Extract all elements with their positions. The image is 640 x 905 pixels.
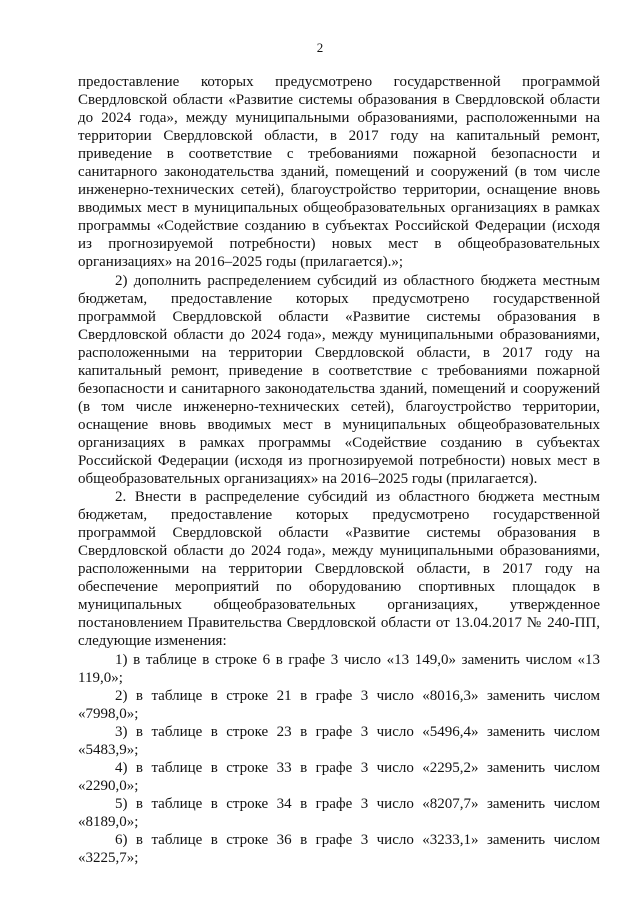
amendment-item-1: 1) в таблице в строке 6 в графе 3 число «13 149,0» заменить числом «13 119,0»; bbox=[78, 651, 600, 686]
amendment-item-3: 3) в таблице в строке 23 в графе 3 число «5496,4» заменить числом «5483,9»; bbox=[78, 723, 600, 758]
paragraph-item-2: 2) дополнить распределением субсидий из областного бюджета местным бюджетам, предоставление которых предусмотрено государственной программой Свердловской области «Развитие системы образования в Свердловской области до 2024 года», между муниципальными образованиями, расположенными на территории Свердловской области, в 2017 году на капитальный ремонт, приведение в соответствие с требованиями пожарной безопасности и санитарного законодательства зданий, помещений и сооружений (в том числе инженерно-технических сетей), благоустройство территории, оснащение вновь вводимых мест в муниципальных общеобразовательных организациях в рамках программы «Содействие созданию в субъектах Российской Федерации (исходя из прогнозируемой потребности) новых мест в общеобразовательных организациях» на 2016–2025 годы (прилагается). bbox=[78, 272, 600, 488]
amendment-item-2: 2) в таблице в строке 21 в графе 3 число «8016,3» заменить числом «7998,0»; bbox=[78, 687, 600, 722]
paragraph-continuation: предоставление которых предусмотрено государственной программой Свердловской области «Развитие системы образования в Свердловской области до 2024 года», между муниципальными образованиями, расположенными на территории Свердловской области, в 2017 году на капитальный ремонт, приведение в соответствие с требованиями пожарной безопасности и санитарного законодательства зданий, помещений и сооружений (в том числе инженерно-технических сетей), благоустройство территории, оснащение вновь вводимых мест в муниципальных общеобразовательных организациях в рамках программы «Содействие созданию в субъектах Российской Федерации (исходя из прогнозируемой потребности) новых мест в общеобразовательных организациях» на 2016–2025 годы (прилагается).»; bbox=[78, 74, 600, 271]
document-body bbox=[78, 73, 600, 867]
amendment-item-4: 4) в таблице в строке 33 в графе 3 число «2295,2» заменить числом «2290,0»; bbox=[78, 759, 600, 794]
amendment-item-6: 6) в таблице в строке 36 в графе 3 число «3233,1» заменить числом «3225,7»; bbox=[78, 831, 600, 867]
paragraph-section-2: 2. Внести в распределение субсидий из областного бюджета местным бюджетам, предоставление которых предусмотрено государственной программой Свердловской области «Развитие системы образования в Свердловской области до 2024 года», между муниципальными образованиями, расположенными на территории Свердловской области, в 2017 году на обеспечение мероприятий по оборудованию спортивных площадок в муниципальных общеобразовательных организациях, утвержденное постановлением Правительства Свердловской области от 13.04.2017 № 240-ПП, следующие изменения: bbox=[78, 489, 600, 650]
page-number: 2 bbox=[316, 40, 324, 55]
amendment-item-5: 5) в таблице в строке 34 в графе 3 число «8207,7» заменить числом «8189,0»; bbox=[78, 795, 600, 830]
